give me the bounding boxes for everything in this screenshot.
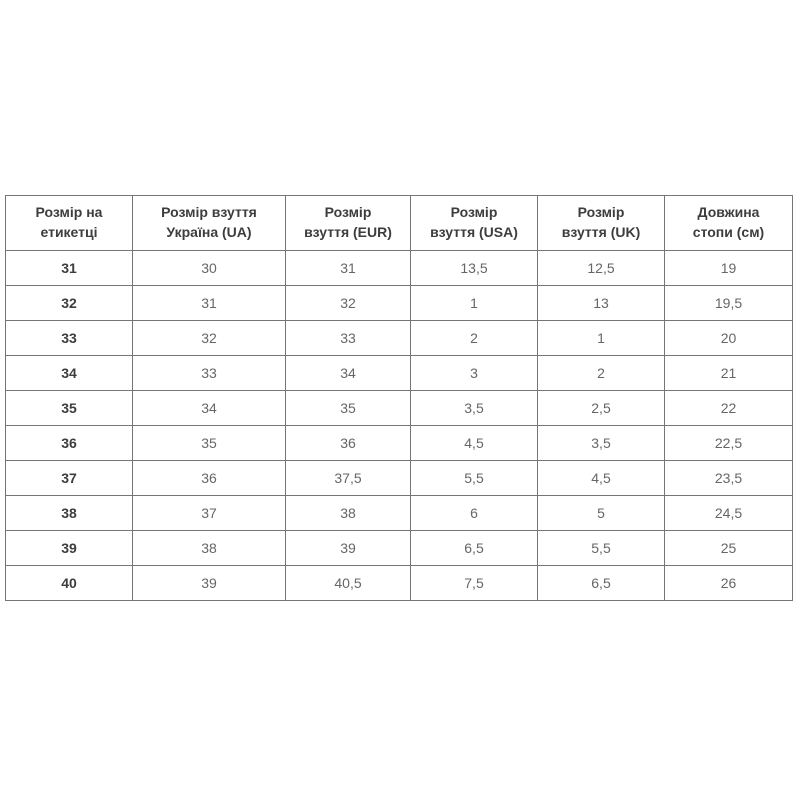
size-value-cell: 36: [133, 461, 286, 496]
header-line: етикетці: [40, 224, 98, 240]
table-row: [6, 321, 793, 356]
size-value-cell: 6,5: [538, 566, 665, 601]
size-value-cell: 39: [133, 566, 286, 601]
size-value-cell: 1: [538, 321, 665, 356]
size-value-cell: 3: [411, 356, 538, 391]
table-row: [6, 391, 793, 426]
header-label-size: [6, 196, 133, 251]
size-value-cell: 19,5: [665, 286, 793, 321]
label-size-cell: 31: [6, 251, 133, 286]
size-value-cell: 40,5: [286, 566, 411, 601]
header-line: Розмір: [324, 204, 372, 221]
label-size-cell: 40: [6, 566, 133, 601]
size-value-cell: 13: [538, 286, 665, 321]
table-row: [6, 461, 793, 496]
label-size-cell: 38: [6, 496, 133, 531]
header-usa-size: [411, 196, 538, 251]
size-value-cell: 2,5: [538, 391, 665, 426]
size-value-cell: 38: [133, 531, 286, 566]
header-foot-length: [665, 196, 793, 251]
table-row: [6, 356, 793, 391]
size-table-container: [5, 195, 793, 601]
table-row: [6, 286, 793, 321]
size-value-cell: 5,5: [538, 531, 665, 566]
size-value-cell: 38: [286, 496, 411, 531]
size-value-cell: 3,5: [411, 391, 538, 426]
table-row: [6, 496, 793, 531]
size-value-cell: 34: [286, 356, 411, 391]
size-table-header: [6, 196, 793, 251]
label-size-cell: 39: [6, 531, 133, 566]
table-row: [6, 566, 793, 601]
table-row: [6, 251, 793, 286]
size-value-cell: 26: [665, 566, 793, 601]
header-uk-size: [538, 196, 665, 251]
size-value-cell: 33: [286, 321, 411, 356]
size-value-cell: 1: [411, 286, 538, 321]
size-value-cell: 19: [665, 251, 793, 286]
size-value-cell: 2: [411, 321, 538, 356]
size-value-cell: 36: [286, 426, 411, 461]
header-line: Розмір: [450, 204, 498, 221]
size-value-cell: 2: [538, 356, 665, 391]
label-size-cell: 33: [6, 321, 133, 356]
size-value-cell: 4,5: [538, 461, 665, 496]
size-value-cell: 35: [286, 391, 411, 426]
size-value-cell: 6,5: [411, 531, 538, 566]
header-line: взуття (UK): [561, 224, 641, 240]
size-value-cell: 12,5: [538, 251, 665, 286]
header-eur-size: [286, 196, 411, 251]
header-line: взуття (USA): [430, 224, 518, 240]
size-value-cell: 37,5: [286, 461, 411, 496]
size-value-cell: 30: [133, 251, 286, 286]
size-value-cell: 24,5: [665, 496, 793, 531]
label-size-cell: 34: [6, 356, 133, 391]
size-value-cell: 4,5: [411, 426, 538, 461]
header-line: Розмір взуття: [161, 204, 257, 221]
header-line: Розмір на: [35, 204, 103, 221]
size-value-cell: 31: [286, 251, 411, 286]
table-row: [6, 426, 793, 461]
label-size-cell: 37: [6, 461, 133, 496]
shoe-size-conversion-table: [5, 195, 793, 601]
header-ua-size: [133, 196, 286, 251]
size-value-cell: 5: [538, 496, 665, 531]
size-value-cell: 22: [665, 391, 793, 426]
size-value-cell: 7,5: [411, 566, 538, 601]
size-value-cell: 22,5: [665, 426, 793, 461]
label-size-cell: 32: [6, 286, 133, 321]
header-line: Довжина: [697, 204, 760, 221]
header-line: Україна (UA): [166, 224, 252, 240]
size-value-cell: 21: [665, 356, 793, 391]
size-value-cell: 25: [665, 531, 793, 566]
size-value-cell: 33: [133, 356, 286, 391]
size-value-cell: 34: [133, 391, 286, 426]
size-value-cell: 3,5: [538, 426, 665, 461]
size-table-body: [6, 251, 793, 601]
size-value-cell: 31: [133, 286, 286, 321]
size-value-cell: 39: [286, 531, 411, 566]
size-value-cell: 23,5: [665, 461, 793, 496]
size-value-cell: 32: [133, 321, 286, 356]
size-value-cell: 35: [133, 426, 286, 461]
size-value-cell: 20: [665, 321, 793, 356]
size-value-cell: 37: [133, 496, 286, 531]
header-line: стопи (см): [692, 224, 765, 240]
header-line: Розмір: [577, 204, 625, 221]
size-value-cell: 6: [411, 496, 538, 531]
header-row: [6, 196, 793, 251]
size-value-cell: 13,5: [411, 251, 538, 286]
size-value-cell: 5,5: [411, 461, 538, 496]
label-size-cell: 35: [6, 391, 133, 426]
table-row: [6, 531, 793, 566]
label-size-cell: 36: [6, 426, 133, 461]
header-line: взуття (EUR): [304, 224, 392, 240]
size-value-cell: 32: [286, 286, 411, 321]
